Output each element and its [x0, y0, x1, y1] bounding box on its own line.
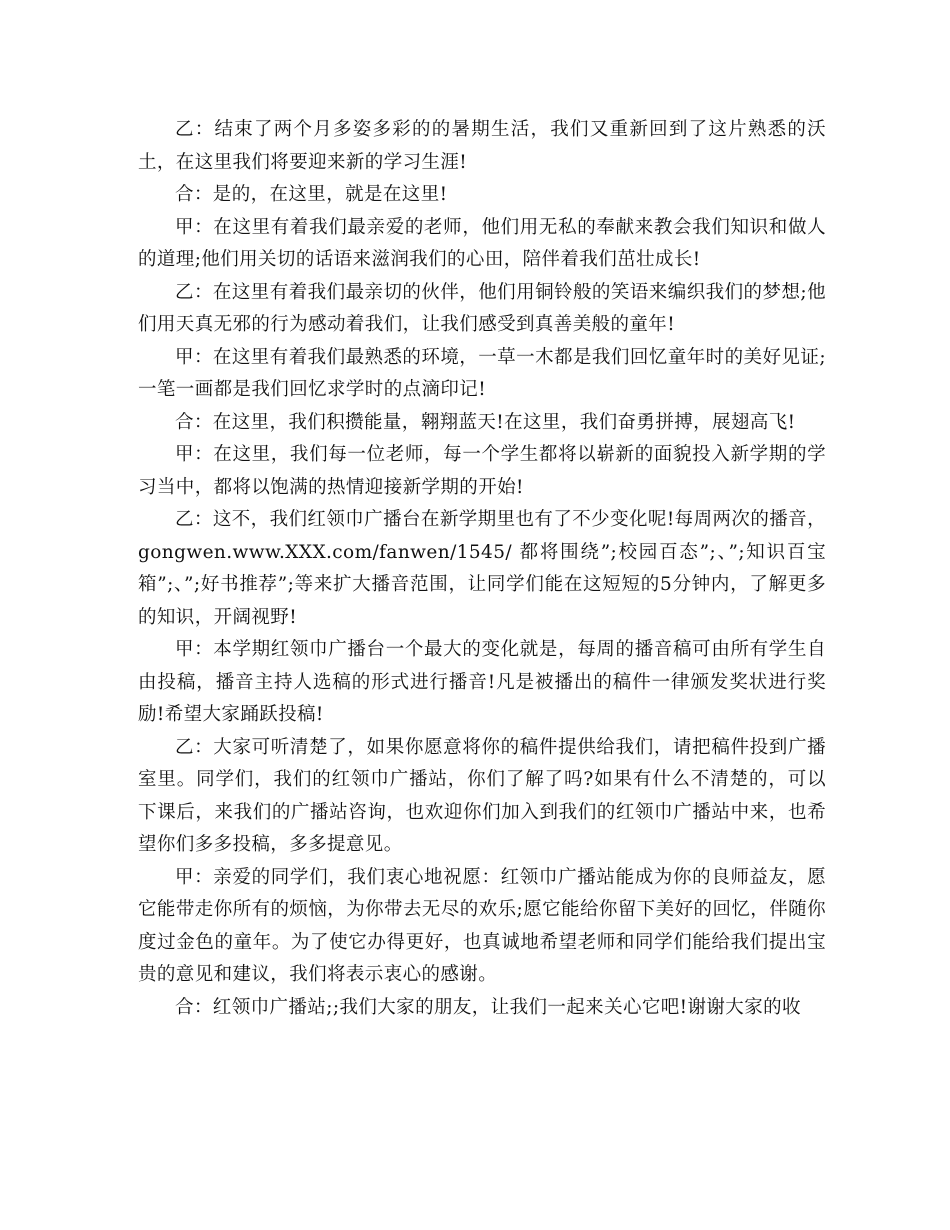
paragraph-5: 甲：在这里有着我们最熟悉的环境，一草一木都是我们回忆童年时的美好见证;一笔一画都是我们回忆求学时的点滴印记!	[138, 346, 826, 400]
paragraph-12: 合：红领巾广播站;;我们大家的朋友，让我们一起来关心它吧!谢谢大家的收	[175, 996, 801, 1018]
paragraph-9: 甲：本学期红领巾广播台一个最大的变化就是，每周的播音稿可由所有学生自由投稿，播音主持人选稿的形式进行播音!凡是被播出的稿件一律颁发奖状进行奖励!希望大家踊跃投稿!	[138, 639, 826, 725]
paragraph-8: 乙：这不，我们红领巾广播台在新学期里也有了不少变化呢!每周两次的播音，gongwen.www.XXX.com/fanwen/1545/ 都将围绕”;校园百态”;、”;知识百宝箱”;、”;好书推荐”;等来扩大播音范围，让同学们能在这短短的5分钟内，了解更多的知识，开阔视野!	[138, 509, 826, 628]
paragraph-3: 甲：在这里有着我们最亲爱的老师，他们用无私的奉献来教会我们知识和做人的道理;他们用关切的话语来滋润我们的心田，陪伴着我们茁壮成长!	[138, 216, 826, 270]
paragraph-1: 乙：结束了两个月多姿多彩的的暑期生活，我们又重新回到了这片熟悉的沃土，在这里我们将要迎来新的学习生涯!	[138, 119, 826, 173]
paragraph-2: 合：是的，在这里，就是在这里!	[175, 184, 448, 205]
paragraph-7: 甲：在这里，我们每一位老师，每一个学生都将以崭新的面貌投入新学期的学习当中，都将以饱满的热情迎接新学期的开始!	[138, 444, 826, 498]
paragraph-6: 合：在这里，我们积攒能量，翱翔蓝天!在这里，我们奋勇拼搏，展翅高飞!	[175, 411, 796, 433]
document-body	[138, 114, 826, 1024]
paragraph-10: 乙：大家可听清楚了，如果你愿意将你的稿件提供给我们，请把稿件投到广播室里。同学们，我们的红领巾广播站，你们了解了吗?如果有什么不清楚的，可以下课后，来我们的广播站咨询，也欢迎你们加入到我们的红领巾广播站中来，也希望你们多多投稿，多多提意见。	[138, 736, 826, 855]
paragraph-4: 乙：在这里有着我们最亲切的伙伴，他们用铜铃般的笑语来编织我们的梦想;他们用天真无邪的行为感动着我们，让我们感受到真善美般的童年!	[138, 281, 826, 335]
paragraph-11: 甲：亲爱的同学们，我们衷心地祝愿：红领巾广播站能成为你的良师益友，愿它能带走你所有的烦恼，为你带去无尽的欢乐;愿它能给你留下美好的回忆，伴随你度过金色的童年。为了使它办得更好，也真诚地希望老师和同学们能给我们提出宝贵的意见和建议，我们将表示衷心的感谢。	[138, 866, 826, 985]
